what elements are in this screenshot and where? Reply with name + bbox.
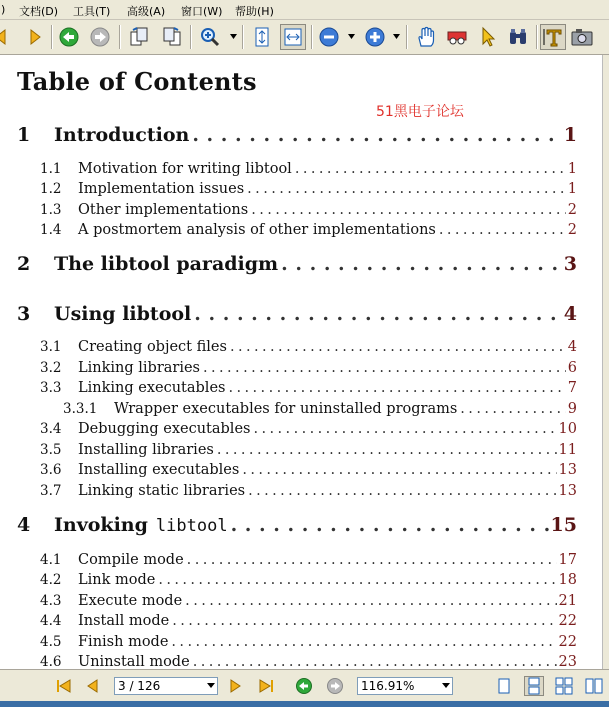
toc-entry-number: 1.1 xyxy=(40,161,62,177)
menu-item-partial[interactable]: ) xyxy=(1,3,6,16)
toc-entry-number: 2 xyxy=(17,253,31,275)
watermark-text: 51黑电子论坛 xyxy=(376,104,464,120)
toc-entry-title: Motivation for writing libtool xyxy=(78,161,292,177)
toc-leader-dots xyxy=(242,462,556,478)
menu-item-help[interactable]: 帮助(H) xyxy=(235,5,274,18)
page-indicator: 3 / 126 xyxy=(118,679,161,693)
toc-page-number[interactable]: 23 xyxy=(558,654,577,669)
toc-entry-title: Installing libraries xyxy=(78,442,214,458)
toc-entry-title: Link mode xyxy=(78,572,156,588)
toc-entry-title: Implementation issues xyxy=(78,181,245,197)
zoom-value: 116.91% xyxy=(361,679,415,693)
next-page-icon[interactable] xyxy=(22,24,48,50)
next-page-icon[interactable] xyxy=(225,676,245,696)
facing-pages-icon[interactable] xyxy=(554,676,574,696)
toc-entry-number: 3.3 xyxy=(40,380,62,396)
continuous-layout-icon[interactable] xyxy=(524,676,544,696)
page-navigation-bar xyxy=(0,669,609,702)
pointer-arrow-icon[interactable] xyxy=(474,24,500,50)
toc-page-number[interactable]: 18 xyxy=(558,572,577,588)
toc-leader-dots xyxy=(172,613,556,629)
toc-entry-title: A postmortem analysis of other implementations xyxy=(78,222,436,238)
toolbar xyxy=(0,20,609,55)
toolbar-separator xyxy=(119,25,121,49)
zoom-out-icon[interactable] xyxy=(316,24,342,50)
text-select-icon[interactable] xyxy=(540,24,566,50)
chevron-down-icon[interactable] xyxy=(393,34,400,40)
zoom-in-icon[interactable] xyxy=(362,24,388,50)
toolbar-separator xyxy=(190,25,192,49)
toc-entry-number: 3.3.1 xyxy=(63,401,98,417)
toc-section-entry[interactable] xyxy=(40,421,577,437)
vertical-scrollbar[interactable] xyxy=(602,55,609,669)
zoom-level-field[interactable] xyxy=(357,677,453,695)
toolbar-separator xyxy=(536,25,538,49)
toc-page-number[interactable]: 1 xyxy=(563,124,577,146)
toc-entry-title: Invoking xyxy=(54,514,148,536)
zoom-in-magnifier-icon[interactable] xyxy=(197,24,223,50)
toc-section-entry[interactable] xyxy=(40,202,577,218)
toc-entry-title: The libtool paradigm xyxy=(54,253,279,275)
toc-entry-number: 4.3 xyxy=(40,593,62,609)
snapshot-camera-icon[interactable] xyxy=(569,24,595,50)
toc-section-entry[interactable] xyxy=(40,613,577,629)
menu-bar xyxy=(0,0,609,20)
toc-entry-number: 3.6 xyxy=(40,462,62,478)
toolbar-separator xyxy=(51,25,53,49)
toc-page-number[interactable]: 13 xyxy=(558,462,577,478)
hand-tool-icon[interactable] xyxy=(413,24,439,50)
toc-chapter-entry[interactable] xyxy=(17,514,577,536)
toc-entry-title: Introduction xyxy=(54,124,190,146)
toc-page-number[interactable]: 2 xyxy=(567,202,577,218)
toolbar-separator xyxy=(242,25,244,49)
last-page-icon[interactable] xyxy=(256,676,276,696)
single-page-layout-icon[interactable] xyxy=(494,676,514,696)
toc-entry-title: Linking static libraries xyxy=(78,483,246,499)
toc-section-entry[interactable] xyxy=(40,552,577,568)
toc-leader-dots xyxy=(460,401,565,417)
toc-leader-dots xyxy=(253,421,556,437)
toc-entry-number: 4.6 xyxy=(40,654,62,669)
toc-page-number[interactable]: 3 xyxy=(563,253,577,275)
toc-leader-dots xyxy=(203,360,566,376)
toc-section-entry[interactable] xyxy=(40,654,577,669)
toc-entry-number: 1.4 xyxy=(40,222,62,238)
toc-entry-title-code: libtool xyxy=(155,516,228,536)
toc-leader-dots xyxy=(194,303,562,325)
toc-leader-dots xyxy=(247,181,566,197)
toc-entry-title: Install mode xyxy=(78,613,170,629)
toc-entry-number: 3.5 xyxy=(40,442,62,458)
toc-entry-number: 3.7 xyxy=(40,483,62,499)
toc-entry-number: 1.2 xyxy=(40,181,62,197)
menu-item-document[interactable]: 文档(D) xyxy=(19,5,59,18)
toc-page-number[interactable]: 4 xyxy=(567,339,577,355)
rotate-left-icon[interactable] xyxy=(126,24,152,50)
toc-leader-dots xyxy=(228,380,565,396)
toc-leader-dots xyxy=(171,634,556,650)
toc-section-entry[interactable] xyxy=(40,442,577,458)
go-forward-icon[interactable] xyxy=(87,24,113,50)
find-binoculars-icon[interactable] xyxy=(505,24,531,50)
toc-entry-number: 3.1 xyxy=(40,339,62,355)
menu-item-window[interactable]: 窗口(W) xyxy=(181,5,223,18)
toc-entry-number: 3.2 xyxy=(40,360,62,376)
toc-entry-number: 4.4 xyxy=(40,613,62,629)
toc-leader-dots xyxy=(248,483,556,499)
fit-page-icon[interactable] xyxy=(249,24,275,50)
toc-entry-number: 3 xyxy=(17,303,31,325)
chevron-down-icon[interactable] xyxy=(442,683,450,688)
toc-entry-number: 4.5 xyxy=(40,634,62,650)
taskbar-strip xyxy=(0,701,609,707)
toc-leader-dots xyxy=(251,202,566,218)
toc-entry-number: 1 xyxy=(17,124,31,146)
toc-page-number[interactable]: 4 xyxy=(563,303,577,325)
toc-page-number[interactable]: 11 xyxy=(558,442,577,458)
toc-section-entry[interactable] xyxy=(40,222,577,238)
toc-entry-title: Creating object files xyxy=(78,339,227,355)
toc-section-entry[interactable] xyxy=(63,401,577,417)
toc-section-entry[interactable] xyxy=(40,462,577,478)
toc-page-number[interactable]: 2 xyxy=(567,222,577,238)
toc-section-entry[interactable] xyxy=(40,360,577,376)
previous-page-icon[interactable] xyxy=(83,676,103,696)
toc-entry-title: Linking executables xyxy=(78,380,226,396)
toc-leader-dots xyxy=(193,654,557,669)
toc-page-number[interactable]: 9 xyxy=(567,401,577,417)
toc-entry-number: 3.4 xyxy=(40,421,62,437)
toc-page-number[interactable]: 22 xyxy=(558,613,577,629)
toc-page-number[interactable]: 7 xyxy=(567,380,577,396)
toc-entry-title: Linking libraries xyxy=(78,360,200,376)
toc-page-number[interactable]: 17 xyxy=(558,552,577,568)
toc-page-number[interactable]: 6 xyxy=(567,360,577,376)
toc-entry-number: 4 xyxy=(17,514,31,536)
chevron-down-icon[interactable] xyxy=(348,34,355,40)
select-text-tool-icon[interactable] xyxy=(444,24,470,50)
continuous-facing-icon[interactable] xyxy=(584,676,604,696)
menu-item-advanced[interactable]: 高级(A) xyxy=(127,5,166,18)
toc-section-entry[interactable] xyxy=(40,380,577,396)
document-page[interactable] xyxy=(0,55,602,669)
toc-page-number[interactable]: 21 xyxy=(558,593,577,609)
toc-section-entry[interactable] xyxy=(40,181,577,197)
toc-leader-dots xyxy=(230,339,566,355)
toc-title: Table of Contents xyxy=(17,67,257,96)
toolbar-separator xyxy=(406,25,408,49)
toc-entry-title: Using libtool xyxy=(54,303,192,325)
toc-leader-dots xyxy=(439,222,566,238)
rotate-right-icon[interactable] xyxy=(159,24,185,50)
menu-item-tools[interactable]: 工具(T) xyxy=(73,5,111,18)
previous-page-icon[interactable] xyxy=(0,24,14,50)
toc-entry-title: Installing executables xyxy=(78,462,240,478)
toc-entry-title: Execute mode xyxy=(78,593,183,609)
toc-page-number[interactable]: 1 xyxy=(567,181,577,197)
go-forward-icon[interactable] xyxy=(325,676,345,696)
go-back-icon[interactable] xyxy=(56,24,82,50)
toc-chapter-entry[interactable] xyxy=(17,253,577,275)
toc-page-number[interactable]: 15 xyxy=(550,514,577,536)
toc-section-entry[interactable] xyxy=(40,483,577,499)
fit-width-icon[interactable] xyxy=(280,24,306,50)
toc-page-number[interactable]: 22 xyxy=(558,634,577,650)
toc-page-number[interactable]: 1 xyxy=(567,161,577,177)
toc-entry-number: 4.1 xyxy=(40,552,62,568)
toc-entry-title: Finish mode xyxy=(78,634,169,650)
go-back-icon[interactable] xyxy=(294,676,314,696)
toc-leader-dots xyxy=(217,442,557,458)
toc-entry-title: Uninstall mode xyxy=(78,654,190,669)
toc-entry-title: Wrapper executables for uninstalled programs xyxy=(114,401,458,417)
toc-leader-dots xyxy=(187,552,557,568)
toc-leader-dots xyxy=(295,161,566,177)
toc-chapter-entry[interactable] xyxy=(17,124,577,146)
page-number-field[interactable] xyxy=(114,677,218,695)
toc-entry-title: Debugging executables xyxy=(78,421,251,437)
toc-entry-title: Other implementations xyxy=(78,202,249,218)
toc-leader-dots xyxy=(192,124,561,146)
toc-leader-dots xyxy=(185,593,556,609)
toc-section-entry[interactable] xyxy=(40,339,577,355)
toc-section-entry[interactable] xyxy=(40,634,577,650)
toc-entry-number: 1.3 xyxy=(40,202,62,218)
toc-section-entry[interactable] xyxy=(40,572,577,588)
toc-section-entry[interactable] xyxy=(40,161,577,177)
toc-page-number[interactable]: 13 xyxy=(558,483,577,499)
toc-leader-dots xyxy=(231,514,549,536)
toc-leader-dots xyxy=(158,572,556,588)
toc-entry-title: Compile mode xyxy=(78,552,184,568)
chevron-down-icon[interactable] xyxy=(230,34,237,40)
toolbar-separator xyxy=(311,25,313,49)
toc-entry-number: 4.2 xyxy=(40,572,62,588)
toc-page-number[interactable]: 10 xyxy=(558,421,577,437)
toc-chapter-entry[interactable] xyxy=(17,303,577,325)
first-page-icon[interactable] xyxy=(54,676,74,696)
chevron-down-icon[interactable] xyxy=(207,683,215,688)
toc-section-entry[interactable] xyxy=(40,593,577,609)
toc-leader-dots xyxy=(281,253,562,275)
